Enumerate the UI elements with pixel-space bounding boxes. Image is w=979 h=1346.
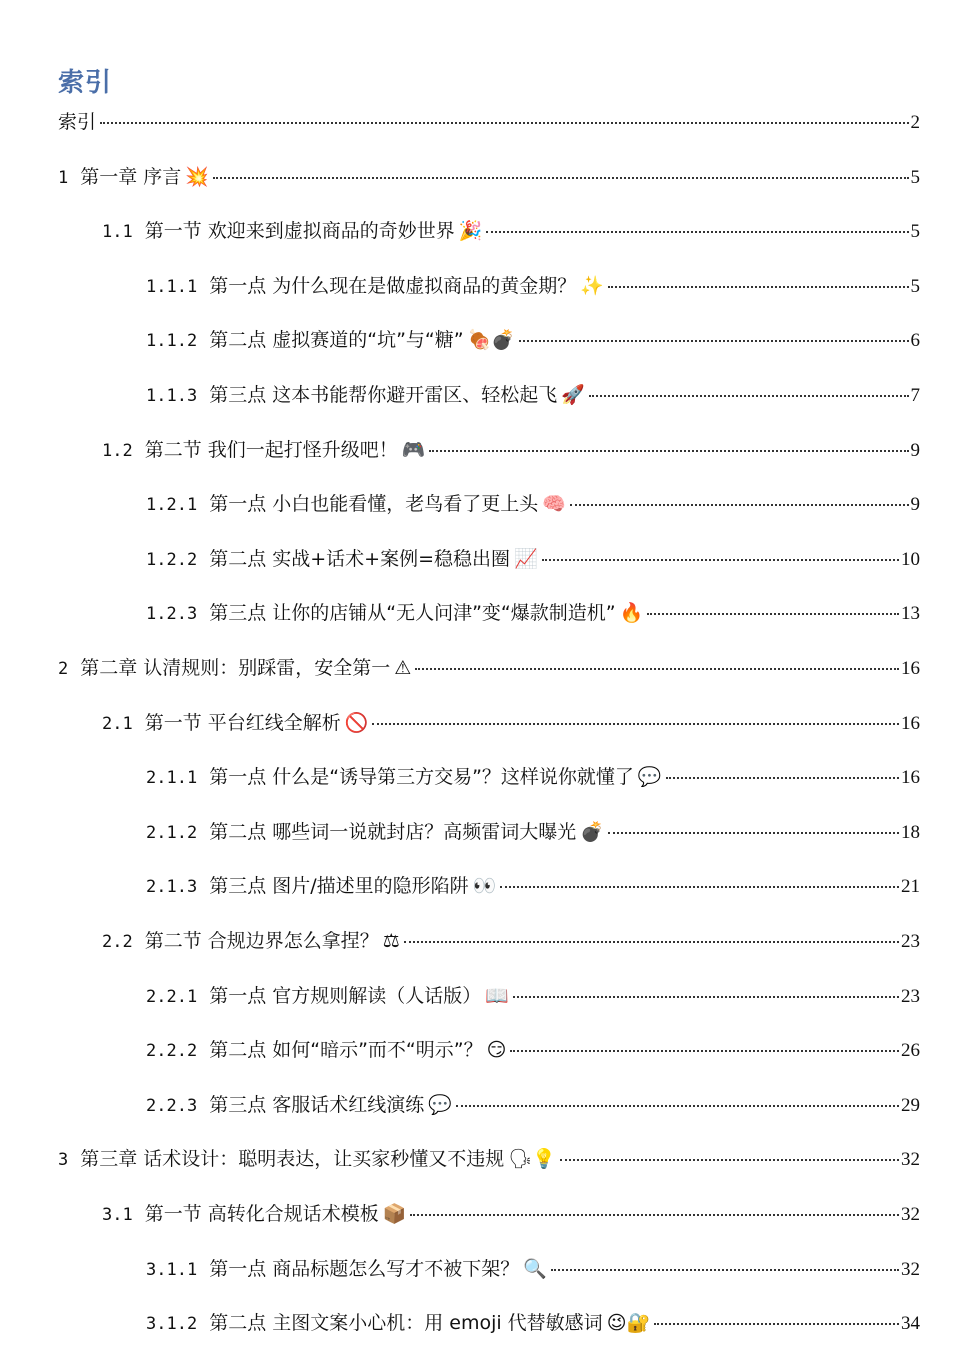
emoji-icon: ⚠: [394, 657, 412, 679]
toc-entry-number: 3.1.2: [146, 1314, 198, 1334]
toc-entry-number: 2.2: [102, 932, 133, 952]
toc-entry-number: 1.1: [102, 222, 133, 242]
emoji-icon: ⚖: [382, 930, 400, 952]
toc-entry-title: 第三点 这本书能帮你避开雷区、轻松起飞: [209, 384, 558, 406]
toc-entry-number: 3.1.1: [146, 1260, 198, 1280]
toc-entry-title: 第二章 认清规则：别踩雷，安全第一: [80, 657, 391, 679]
dot-leader: [608, 832, 899, 834]
toc-entry-number: 1.2.3: [146, 604, 198, 624]
toc-entry-title: 第三点 图片/描述里的隐形陷阱: [209, 875, 469, 897]
toc-entry[interactable]: [146, 601, 920, 626]
toc-entry-page-number: 5: [910, 276, 920, 297]
toc-entry-title: 第二点 主图文案小心机：用 emoji 代替敏感词: [209, 1312, 603, 1334]
emoji-icon: 🧠: [542, 493, 566, 515]
dot-leader: [100, 122, 908, 124]
toc-entry-title: 第二点 虚拟赛道的“坑”与“糖”: [209, 329, 464, 351]
index-heading: 索引: [58, 68, 113, 98]
dot-leader: [560, 1159, 899, 1161]
toc-entry-number: 1.2: [102, 441, 133, 461]
toc-entry-number: 2.1.1: [146, 768, 198, 788]
toc-entry[interactable]: [102, 219, 920, 244]
dot-leader: [410, 1214, 899, 1216]
toc-entry-title: 第一点 小白也能看懂，老鸟看了更上头: [209, 493, 539, 515]
dot-leader: [608, 286, 909, 288]
toc-entry[interactable]: [102, 438, 920, 463]
toc-entry-title: 第一点 为什么现在是做虚拟商品的黄金期？: [209, 275, 577, 297]
toc-entry[interactable]: [102, 711, 920, 736]
toc-entry-number: 2.1: [102, 714, 133, 734]
dot-leader: [456, 1105, 899, 1107]
emoji-icon: 🗣💡: [508, 1148, 557, 1170]
toc-entry-number: 2.1.2: [146, 823, 198, 843]
dot-leader: [570, 504, 909, 506]
toc-entry[interactable]: [146, 547, 920, 572]
toc-entry-page-number: 13: [901, 603, 920, 624]
emoji-icon: 💬: [428, 1094, 452, 1116]
toc-entry-page-number: 32: [901, 1259, 920, 1280]
toc-entry[interactable]: [146, 1038, 920, 1063]
toc-entry-title: 索引: [58, 111, 97, 133]
toc-entry[interactable]: [102, 1202, 920, 1227]
toc-entry-page-number: 2: [910, 112, 920, 133]
dot-leader: [510, 1050, 899, 1052]
toc-entry-page-number: 32: [901, 1149, 920, 1170]
toc-entry[interactable]: [146, 328, 920, 353]
toc-entry-page-number: 32: [901, 1204, 920, 1225]
toc-entry-title: 第三章 话术设计：聪明表达，让买家秒懂又不违规: [80, 1148, 505, 1170]
toc-entry-page-number: 16: [901, 713, 920, 734]
emoji-icon: 💣: [580, 821, 604, 843]
toc-entry-page-number: 9: [910, 494, 920, 515]
toc-entry[interactable]: [146, 274, 920, 299]
toc-entry-title: 第三点 客服话术红线演练: [209, 1094, 425, 1116]
toc-entry-page-number: 34: [901, 1313, 920, 1334]
dot-leader: [519, 340, 909, 342]
toc-entry-page-number: 6: [910, 330, 920, 351]
toc-entry[interactable]: [146, 492, 920, 517]
toc-entry-page-number: 21: [901, 876, 920, 897]
dot-leader: [654, 1323, 899, 1325]
toc-entry-number: 1.1.3: [146, 386, 198, 406]
toc-entry[interactable]: [146, 383, 920, 408]
toc-entry-number: 3: [58, 1150, 69, 1170]
toc-entry-title: 第一点 商品标题怎么写才不被下架？: [209, 1258, 520, 1280]
toc-entry-number: 2.2.3: [146, 1096, 198, 1116]
toc-entry-number: 1: [58, 168, 69, 188]
dot-leader: [486, 231, 908, 233]
emoji-icon: 🍖💣: [467, 329, 515, 351]
emoji-icon: 💬: [637, 766, 662, 788]
emoji-icon: 🔥: [619, 602, 644, 624]
dot-leader: [513, 996, 899, 998]
toc-entry-title: 第一节 高转化合规话术模板: [144, 1203, 379, 1225]
toc-entry-title: 第一点 什么是“诱导第三方交易”？这样说你就懂了: [209, 766, 634, 788]
emoji-icon: 📈: [514, 548, 538, 570]
dot-leader: [429, 450, 908, 452]
toc-entry-number: 1.2.2: [146, 550, 198, 570]
toc-entry-title: 第一章 序言: [80, 166, 182, 188]
toc-entry-page-number: 23: [901, 986, 920, 1007]
toc-entry-number: 2.1.3: [146, 877, 198, 897]
toc-entry-title: 第二点 如何“暗示”而不“明示”？: [209, 1039, 483, 1061]
dot-leader: [589, 395, 909, 397]
toc-entry[interactable]: [102, 929, 920, 954]
toc-entry[interactable]: [58, 165, 920, 190]
dot-leader: [213, 177, 909, 179]
toc-entry[interactable]: [146, 984, 920, 1009]
toc-entry-page-number: 5: [910, 221, 920, 242]
toc-entry-title: 第二点 哪些词一说就封店？高频雷词大曝光: [209, 821, 577, 843]
toc-entry-number: 2.2.2: [146, 1041, 198, 1061]
toc-entry[interactable]: [146, 1311, 920, 1336]
dot-leader: [647, 613, 899, 615]
toc-entry[interactable]: [146, 820, 920, 845]
emoji-icon: 🎉: [458, 220, 483, 242]
toc-entry[interactable]: [146, 874, 920, 899]
toc-entry-title: 第三点 让你的店铺从“无人问津”变“爆款制造机”: [209, 602, 616, 624]
toc-entry-number: 2: [58, 659, 69, 679]
toc-entry-page-number: 23: [901, 931, 920, 952]
toc-entry-number: 1.2.1: [146, 495, 198, 515]
toc-entry-number: 2.2.1: [146, 987, 198, 1007]
toc-entry[interactable]: [146, 1257, 920, 1282]
toc-entry-page-number: 26: [901, 1040, 920, 1061]
toc-entry-number: 3.1: [102, 1205, 133, 1225]
emoji-icon: 👀: [472, 875, 497, 897]
toc-entry-page-number: 9: [910, 440, 920, 461]
dot-leader: [404, 941, 899, 943]
dot-leader: [551, 1269, 899, 1271]
emoji-icon: 📖: [485, 985, 509, 1007]
toc-entry-number: 1.1.2: [146, 331, 198, 351]
emoji-icon: 🔍: [523, 1258, 547, 1280]
emoji-icon: ✨: [580, 275, 604, 297]
toc-entry-page-number: 7: [910, 385, 920, 406]
dot-leader: [372, 723, 899, 725]
emoji-icon: 😏: [486, 1039, 507, 1061]
toc-entry-title: 第二节 我们一起打怪升级吧！: [144, 439, 398, 461]
toc-entry[interactable]: [146, 1093, 920, 1118]
toc-entry-page-number: 16: [901, 658, 920, 679]
emoji-icon: 🚀: [561, 384, 585, 406]
toc-entry-page-number: 18: [901, 822, 920, 843]
dot-leader: [542, 559, 899, 561]
dot-leader: [666, 777, 899, 779]
dot-leader: [415, 668, 899, 670]
toc-entry-page-number: 16: [901, 767, 920, 788]
toc-entry-title: 第二点 实战+话术+案例=稳稳出圈: [209, 548, 510, 570]
toc-entry-title: 第一节 欢迎来到虚拟商品的奇妙世界: [144, 220, 455, 242]
toc-entry[interactable]: [58, 1147, 920, 1172]
emoji-icon: 🚫: [344, 712, 369, 734]
emoji-icon: 🎮: [401, 439, 426, 461]
dot-leader: [500, 886, 899, 888]
toc-entry-page-number: 10: [901, 549, 920, 570]
toc-entry-page-number: 5: [910, 167, 920, 188]
toc-entry-number: 1.1.1: [146, 277, 198, 297]
toc-entry-title: 第二节 合规边界怎么拿捏？: [144, 930, 379, 952]
toc-entry-page-number: 29: [901, 1095, 920, 1116]
emoji-icon: 💥: [185, 166, 209, 188]
toc-entry[interactable]: [58, 656, 920, 681]
emoji-icon: 📦: [382, 1203, 407, 1225]
emoji-icon: 😉🔐: [606, 1312, 651, 1334]
toc-entry[interactable]: [58, 110, 920, 135]
toc-entry-title: 第一点 官方规则解读（人话版）: [209, 985, 482, 1007]
toc-entry-title: 第一节 平台红线全解析: [144, 712, 341, 734]
toc-entry[interactable]: [146, 765, 920, 790]
